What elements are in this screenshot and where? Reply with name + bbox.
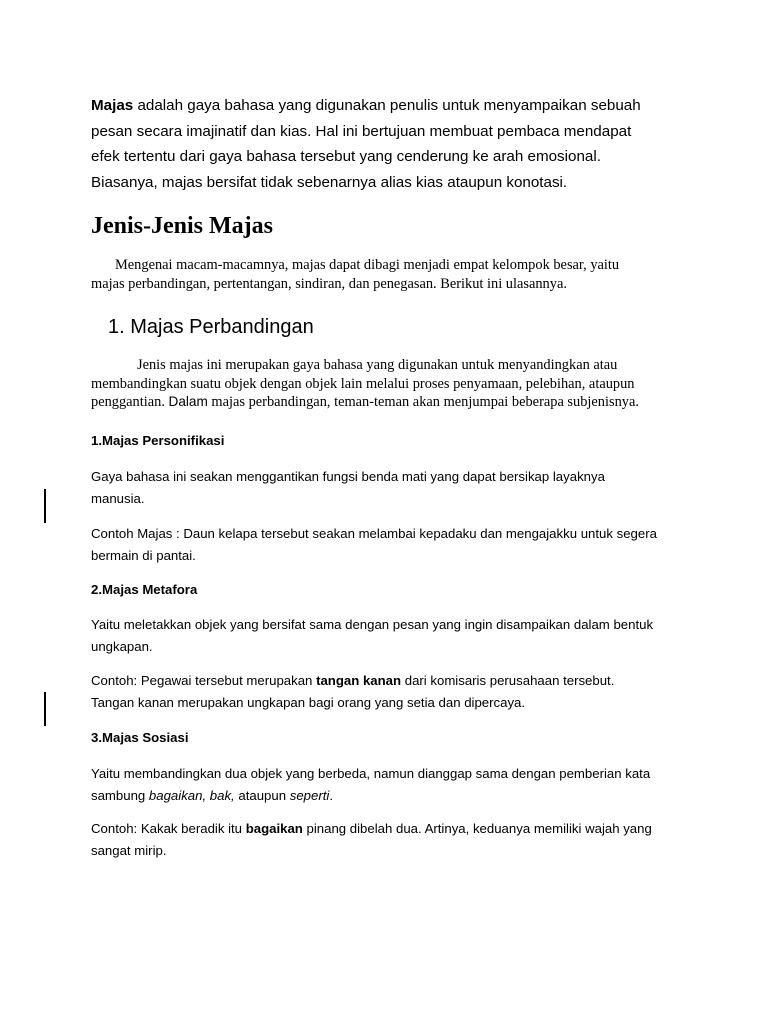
margin-change-bar bbox=[44, 692, 46, 726]
perbandingan-line-2: membandingkan suatu objek dengan objek lain melalui proses penyamaan, pelebihan, ataupun bbox=[91, 375, 635, 392]
personifikasi-description: Gaya bahasa ini seakan menggantikan fungsi benda mati yang dapat bersikap layaknya manusia. bbox=[91, 469, 605, 506]
sosiasi-description: Yaitu membandingkan dua objek yang berbeda, namun dianggap sama dengan pemberian kata sambung bagaikan, bak, ataupun seperti. bbox=[91, 766, 651, 803]
subheading-sosiasi: 3.Majas Sosiasi bbox=[91, 730, 189, 745]
perbandingan-line-3: penggantian. Dalam majas perbandingan, teman-teman akan menjumpai beberapa subjenisnya. bbox=[91, 394, 639, 410]
intro-paragraph bbox=[91, 93, 691, 196]
jenis-line-1: Mengenai macam-macamnya, majas dapat dibagi menjadi empat kelompok besar, yaitu bbox=[115, 257, 620, 273]
intro-line-1: Majas adalah gaya bahasa yang digunakan penulis untuk menyampaikan sebuah bbox=[91, 97, 641, 114]
intro-line-2: pesan secara imajinatif dan kias. Hal ini bertujuan membuat pembaca mendapat bbox=[91, 122, 632, 140]
heading-majas-perbandingan: 1. Majas Perbandingan bbox=[108, 316, 314, 338]
margin-change-bar bbox=[44, 489, 46, 523]
perbandingan-paragraph bbox=[91, 356, 691, 412]
jenis-paragraph bbox=[91, 256, 691, 293]
metafora-example: Contoh: Pegawai tersebut merupakan tangan kanan dari komisaris perusahaan tersebut. Tangan kanan merupakan ungkapan bagi orang yang setia dan dipercaya. bbox=[91, 673, 615, 710]
metafora-description: Yaitu meletakkan objek yang bersifat sama dengan pesan yang ingin disampaikan dalam bentuk ungkapan. bbox=[91, 617, 654, 654]
majas-bold-term: Majas bbox=[91, 97, 134, 114]
subheading-metafora: 2.Majas Metafora bbox=[91, 582, 198, 597]
subheading-personifikasi: 1.Majas Personifikasi bbox=[91, 433, 225, 448]
intro-line-4: Biasanya, majas bersifat tidak sebenarnya alias kias ataupun konotasi. bbox=[91, 174, 568, 192]
personifikasi-example: Contoh Majas : Daun kelapa tersebut seakan melambai kepadaku dan mengajakku untuk segera bermain di pantai. bbox=[91, 526, 657, 563]
dalam-word: Dalam bbox=[168, 394, 208, 409]
perbandingan-line-1: Jenis majas ini merupakan gaya bahasa yang digunakan untuk menyandingkan atau bbox=[137, 357, 618, 373]
heading-jenis-jenis-majas: Jenis-Jenis Majas bbox=[91, 213, 273, 239]
tangan-kanan-bold: tangan kanan bbox=[316, 673, 402, 688]
intro-line-3: efek tertentu dari gaya bahasa tersebut yang cenderung ke arah emosional. bbox=[91, 148, 601, 166]
jenis-line-2: majas perbandingan, pertentangan, sindiran, dan penegasan. Berikut ini ulasannya. bbox=[91, 275, 567, 292]
bagaikan-bold: bagaikan bbox=[245, 821, 303, 836]
sosiasi-example: Contoh: Kakak beradik itu bagaikan pinang dibelah dua. Artinya, keduanya memiliki wajah yang sangat mirip. bbox=[91, 821, 652, 858]
